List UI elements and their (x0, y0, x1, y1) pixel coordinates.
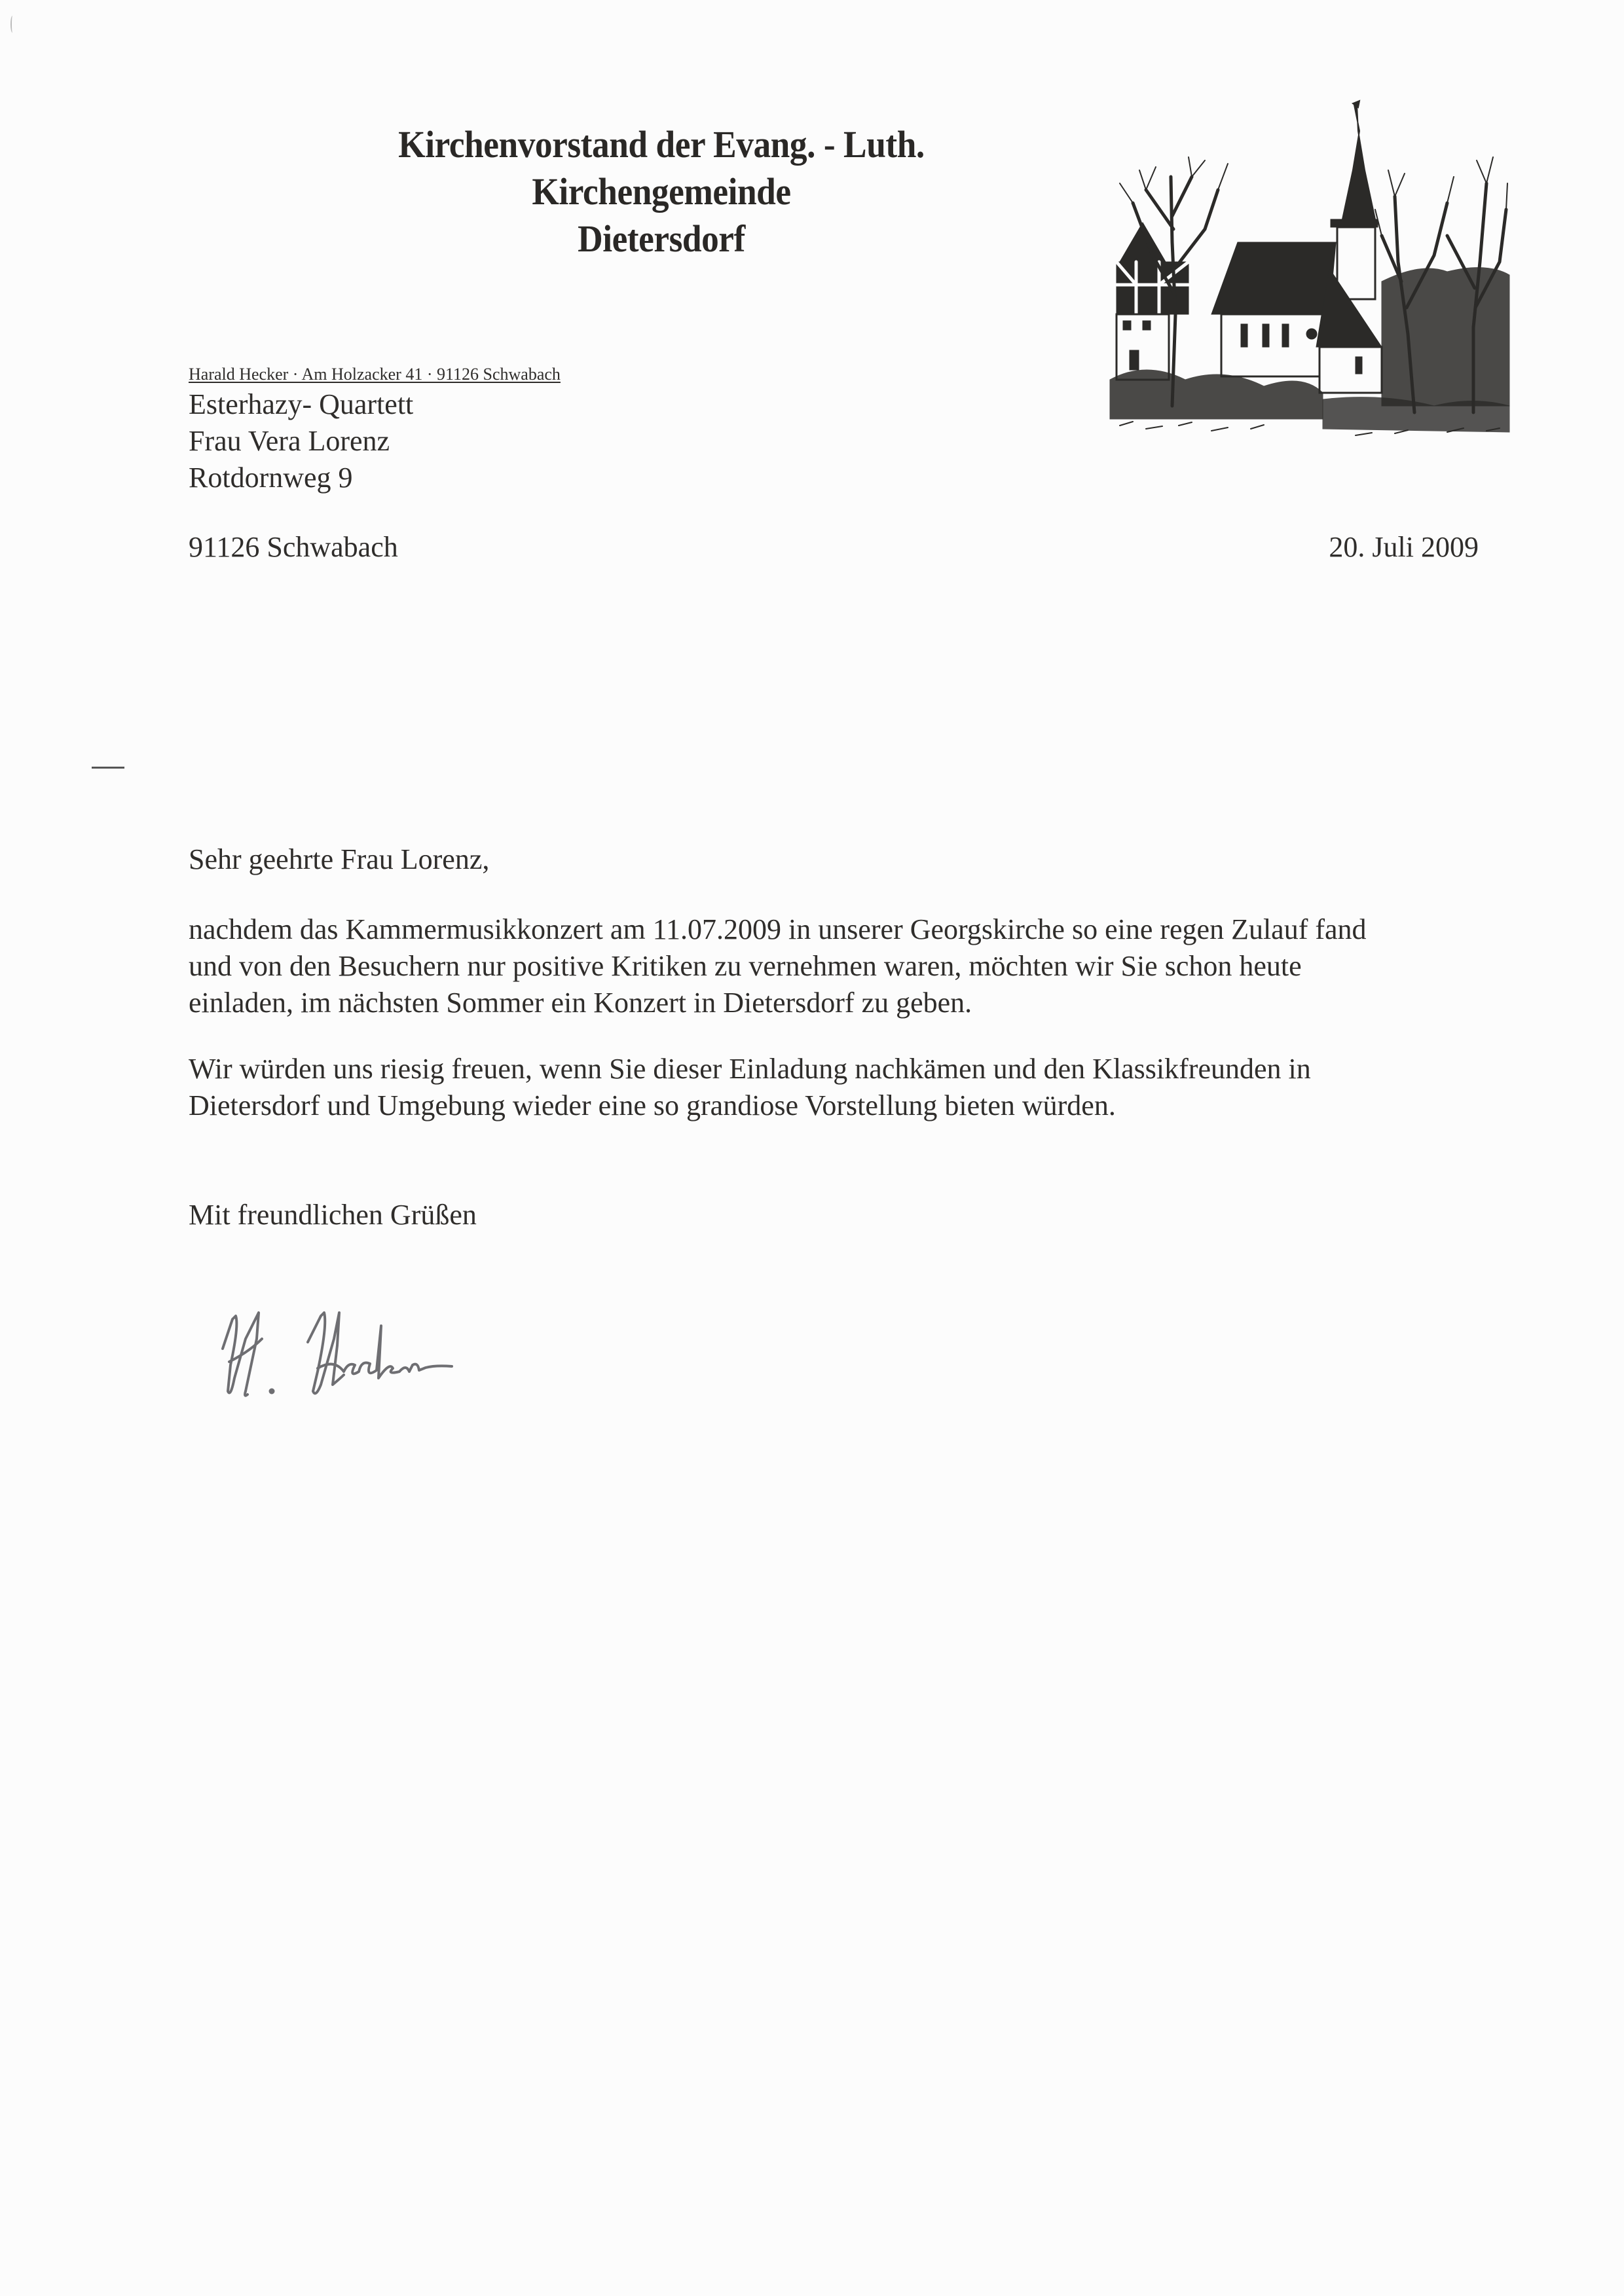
fold-mark (92, 767, 124, 769)
letterhead-line-3: Dietersdorf (578, 217, 745, 260)
body-line: und von den Besuchern nur positive Kritiken zu vernehmen waren, möchten wir Sie schon heute (189, 950, 1302, 982)
salutation: Sehr geehrte Frau Lorenz, (189, 843, 490, 875)
handwritten-signature (210, 1300, 498, 1404)
recipient-street: Rotdornweg 9 (189, 462, 353, 494)
closing: Mit freundlichen Grüßen (189, 1199, 477, 1231)
church-illustration (1107, 98, 1513, 452)
body-line: nachdem das Kammermusikkonzert am 11.07.2009 in unserer Georgskirche so eine regen Zulauf fand (189, 913, 1367, 945)
recipient-name: Frau Vera Lorenz (189, 425, 390, 457)
recipient-organization: Esterhazy- Quartett (189, 388, 414, 420)
sender-address-line: Harald Hecker · Am Holzacker 41 · 91126 Schwabach (189, 365, 561, 384)
letterhead-line-1: Kirchenvorstand der Evang. - Luth. (398, 123, 925, 166)
body-line: einladen, im nächsten Sommer ein Konzert in Dietersdorf zu geben. (189, 987, 972, 1019)
letterhead (342, 121, 980, 263)
steeple (1342, 105, 1375, 219)
body-paragraph-1 (189, 911, 1498, 1021)
church-roof (1211, 242, 1336, 314)
body-paragraph-2 (189, 1051, 1498, 1124)
letter-date: 20. Juli 2009 (1329, 531, 1479, 563)
scan-artifact (10, 16, 14, 33)
recipient-city: 91126 Schwabach (189, 531, 398, 563)
body-line: Dietersdorf und Umgebung wieder eine so grandiose Vorstellung bieten würden. (189, 1089, 1116, 1121)
letterhead-line-2: Kirchengemeinde (532, 170, 791, 213)
recipient-address (189, 386, 413, 496)
body-line: Wir würden uns riesig freuen, wenn Sie dieser Einladung nachkämen und den Klassikfreunden in (189, 1053, 1311, 1085)
